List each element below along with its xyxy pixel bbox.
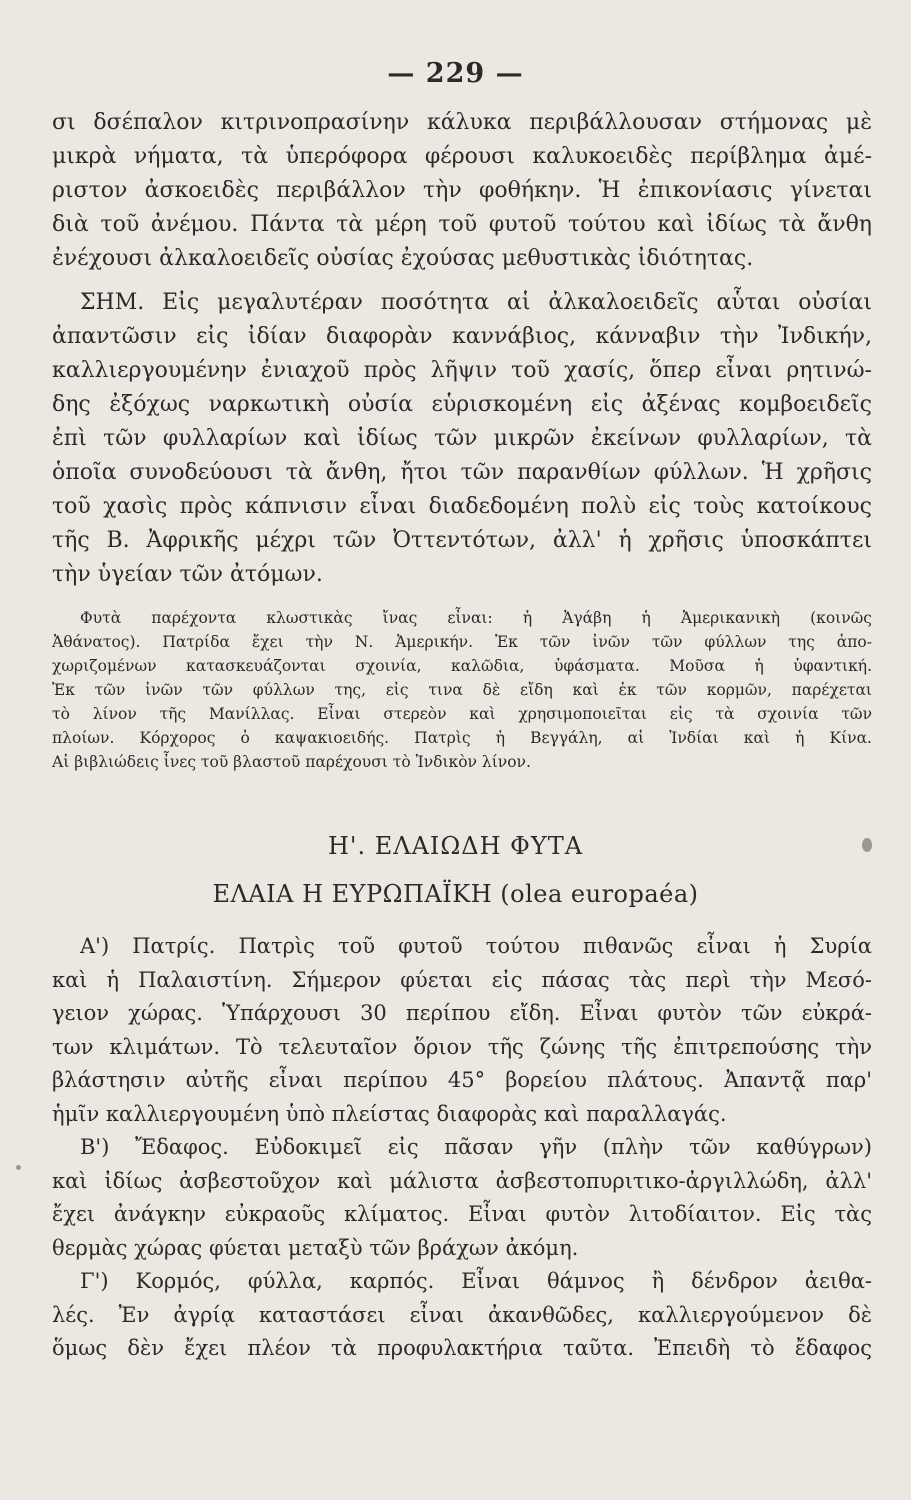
- page-number: — 229 —: [387, 58, 524, 89]
- text-line: Ἀθάνατος). Πατρίδα ἔχει τὴν Ν. Ἀμερικήν. Ἐκ τῶν ἰνῶν τῶν φύλλων της ἀπο-: [52, 633, 872, 651]
- text-line: Ἐκ τῶν ἰνῶν τῶν φύλλων της, εἰς τινα δὲ εἴδη καὶ ἐκ τῶν κορμῶν, παρέχεται: [52, 681, 872, 699]
- text-line: Β') Ἔδαφος. Εὐδοκιμεῖ εἰς πᾶσαν γῆν (πλὴν τῶν καθύγρων): [80, 1135, 872, 1159]
- text-line: ἔχει ἀνάγκην εὐκραοῦς κλίματος. Εἶναι φυτὸν λιτοδίαιτον. Εἰς τὰς: [52, 1202, 872, 1226]
- text-line: ΣΗΜ. Εἰς μεγαλυτέραν ποσότητα αἱ ἀλκαλοειδεῖς αὗται οὐσίαι: [80, 290, 872, 315]
- small-print-fiber-plants: [52, 606, 872, 774]
- text-line: Α') Πατρίς. Πατρὶς τοῦ φυτοῦ τούτου πιθανῶς εἶναι ἡ Συρία: [80, 934, 872, 958]
- text-line: λές. Ἐν ἀγρίᾳ καταστάσει εἶναι ἀκανθῶδες, καλλιεργούμενον δὲ: [52, 1302, 872, 1327]
- text-line: πλοίων. Κόρχορος ὁ καψακιοειδής. Πατρὶς ἡ Βεγγάλη, αἱ Ἰνδίαι καὶ ἡ Κίνα.: [52, 729, 872, 747]
- paragraph-olive-tree: [52, 930, 872, 1366]
- note-paragraph-hashish: [52, 286, 872, 592]
- ink-dot: [16, 1165, 21, 1170]
- text-line: τοῦ χασὶς πρὸς κάπνισιν εἶναι διαδεδομένη πολὺ εἰς τοὺς κατοίκους: [52, 494, 872, 519]
- ink-smudge: [862, 838, 872, 852]
- text-line: ἐπὶ τῶν φυλλαρίων καὶ ἰδίως τῶν μικρῶν ἐκείνων φυλλαρίων, τὰ: [52, 426, 872, 451]
- text-line: Γ') Κορμός, φύλλα, καρπός. Εἶναι θάμνος ἢ δένδρον ἀειθα-: [80, 1269, 872, 1293]
- text-line: ὅμως δὲν ἔχει πλέον τὰ προφυλακτήρια ταῦτα. Ἐπειδὴ τὸ ἔδαφος: [52, 1336, 872, 1360]
- paragraph-flower-description: [52, 106, 872, 276]
- text-line: ριστον ἀσκοειδὲς περιβάλλον τὴν φοθήκην. Ἡ ἐπικονίασις γίνεται: [52, 178, 872, 203]
- text-line: διὰ τοῦ ἀνέμου. Πάντα τὰ μέρη τοῦ φυτοῦ τούτου καὶ ἰδίως τὰ ἄνθη: [52, 212, 872, 237]
- text-line: μικρὰ νήματα, τὰ ὑπερόφορα φέρουσι καλυκοειδὲς περίβλημα ἀμέ-: [52, 144, 872, 169]
- text-line: ἐνέχουσι ἀλκαλοειδεῖς οὐσίας ἐχούσας μεθυστικὰς ἰδιότητας.: [52, 246, 754, 271]
- text-line: ὁποῖα συνοδεύουσι τὰ ἄνθη, ἤτοι τῶν παρανθίων φύλλων. Ἡ χρῆσις: [52, 460, 872, 485]
- text-line: χωριζομένων κατασκευάζονται σχοινία, καλῶδια, ὑφάσματα. Μοῦσα ἡ ὑφαντική.: [52, 657, 872, 675]
- text-line: θερμὰς χώρας φύεται μεταξὺ τῶν βράχων ἀκόμη.: [52, 1235, 579, 1260]
- text-line: Φυτὰ παρέχοντα κλωστικὰς ἴνας εἶναι: ἡ Ἀγάβη ἡ Ἀμερικανικὴ (κοινῶς: [80, 609, 872, 627]
- text-line: καλλιεργουμένην ἐνιαχοῦ πρὸς λῆψιν τοῦ χασίς, ὅπερ εἶναι ρητινώ-: [52, 358, 872, 383]
- text-line: δης ἐξόχως ναρκωτικὴ οὐσία εὑρισκομένη εἰς ἀξένας κομβοειδεῖς: [52, 392, 872, 417]
- text-line: καὶ ἡ Παλαιστίνη. Σήμερον φύεται εἰς πάσας τὰς περὶ τὴν Μεσό-: [52, 967, 872, 992]
- text-line: ἡμῖν καλλιεργουμένη ὑπὸ πλείστας διαφορὰς καὶ παραλλαγάς.: [52, 1101, 727, 1126]
- text-line: γειον χώρας. Ὑπάρχουσι 30 περίπου εἴδη. Εἶναι φυτὸν τῶν εὐκρά-: [52, 1001, 872, 1025]
- text-line: σι δσέπαλον κιτρινοπρασίνην κάλυκα περιβάλλουσαν στήμονας μὲ: [52, 110, 872, 135]
- text-line: Αἱ βιβλιώδεις ἶνες τοῦ βλαστοῦ παρέχουσι τὸ Ἰνδικὸν λίνον.: [52, 753, 531, 771]
- section-heading: Η'. ΕΛΑΙΩΔΗ ΦΥΤΑ: [327, 832, 584, 860]
- text-line: καὶ ἰδίως ἀσβεστοῦχον καὶ μάλιστα ἀσβεστοπυριτικο-ἀργιλλώδη, ἀλλ': [52, 1168, 872, 1193]
- text-line: τὴν ὑγείαν τῶν ἀτόμων.: [52, 562, 323, 587]
- subsection-heading: ΕΛΑΙΑ Η ΕΥΡΩΠΑΪΚΗ (olea europaéa): [212, 880, 699, 908]
- text-line: ἀπαντῶσιν εἰς ἰδίαν διαφορὰν καννάβιος, κάνναβιν τὴν Ἰνδικήν,: [52, 324, 872, 349]
- text-line: βλάστησιν αὐτῆς εἶναι περίπου 45° βορείου πλάτους. Ἀπαντᾷ παρ': [52, 1068, 872, 1092]
- text-line: τὸ λίνον τῆς Μανίλλας. Εἶναι στερεὸν καὶ χρησιμοποιεῖται εἰς τὰ σχοινία τῶν: [52, 705, 872, 723]
- text-line: τῆς Β. Ἀφρικῆς μέχρι τῶν Ὀττεντότων, ἀλλ' ἡ χρῆσις ὑποσκάπτει: [52, 528, 872, 553]
- text-line: των κλιμάτων. Τὸ τελευταῖον ὅριον τῆς ζώνης τῆς ἐπιτρεπούσης τὴν: [52, 1034, 872, 1059]
